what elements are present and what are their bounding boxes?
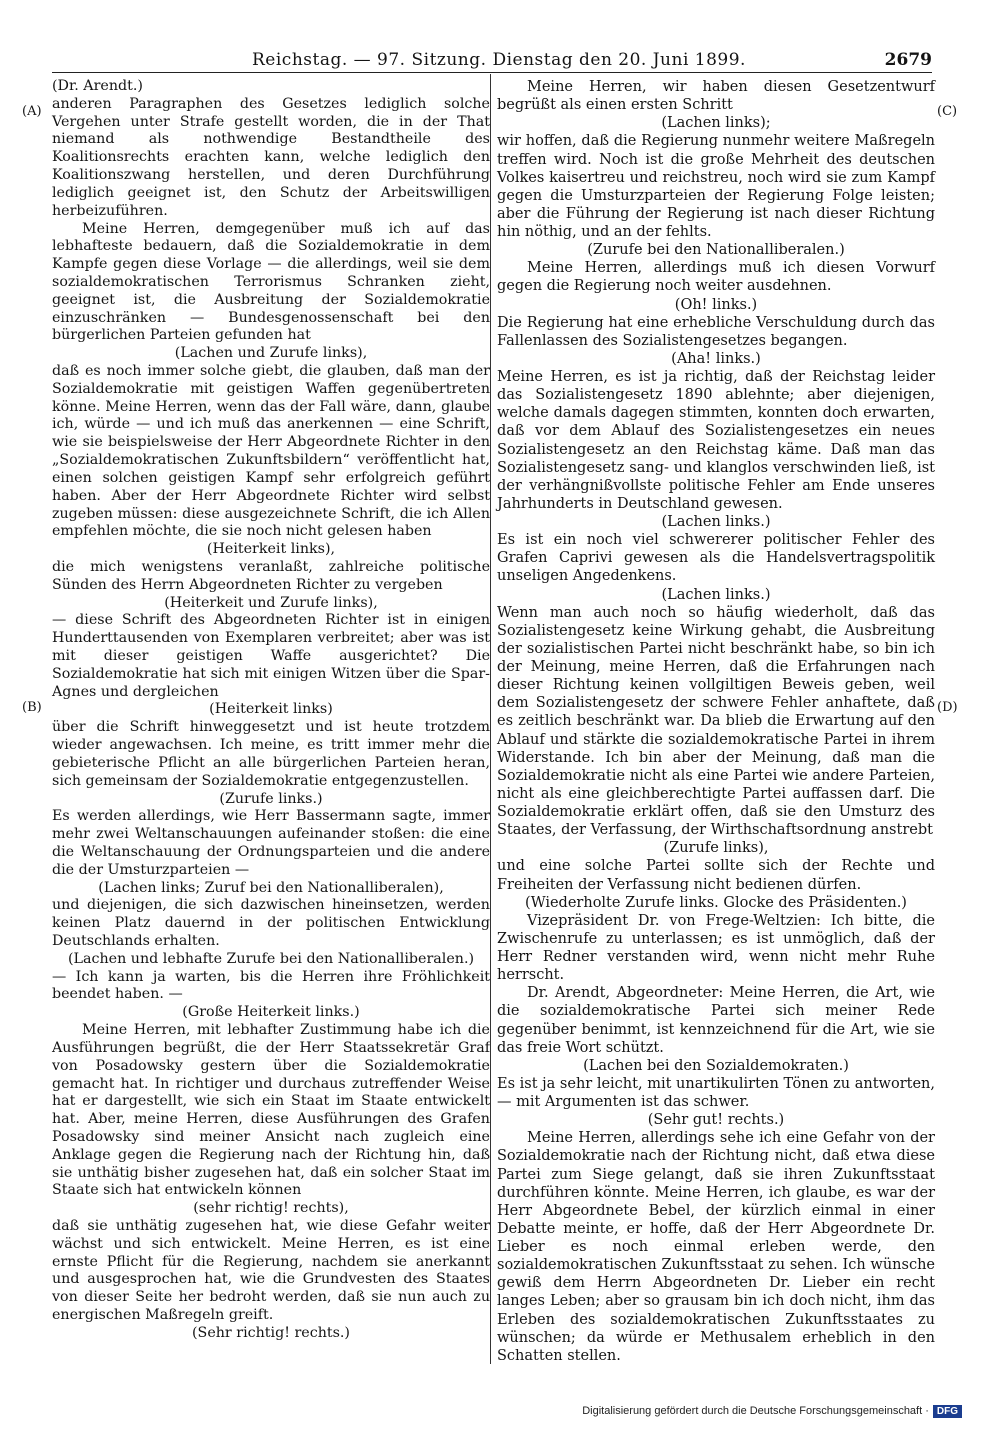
left-column-paragraph: die mich wenigstens veranlaßt, zahlreiche politische Sünden des Herrn Abgeordneten Richter zu vergeben [52,558,490,593]
right-column-paragraph: (Lachen links.) [661,586,771,603]
right-column-paragraph: Es ist ja sehr leicht, mit unartikulirten Tönen zu antworten, — mit Argumenten ist das schwer. [497,1075,935,1110]
margin-marker-b: (B) [22,700,42,715]
left-column-paragraph: über die Schrift hinweggesetzt und ist heute trotzdem wieder angewachsen. Ich meine, es tritt immer mehr die gebieterische Pflicht an alle bürgerlichen Parteien heran, sich gemeinsam der Sozialdemokratie entgegenzustellen. [52,719,490,789]
left-column-paragraph: (Heiterkeit links) [209,701,333,718]
left-column-paragraph: (Heiterkeit links), [206,541,336,558]
left-column-paragraph: Meine Herren, mit lebhafter Zustimmung habe ich die Ausführungen begrüßt, die der Herr Staatssekretär Graf von Posadowsky gestern über die Sozialdemokratie gemacht hat. In richtiger und durchaus zutreffender Weise hat er dargestellt, wie sich ein Staat im Staate entwickelt hat. Aber, meine Herren, diese Ausführungen des Grafen Posadowsky sind meiner Ansicht nach zugleich eine Anklage gegen die Regierung nach der Richtung hin, daß sie unthätig bisher zugesehen hat, daß ein solcher Staat im Staate sich hat entwickeln können [52,1022,490,1199]
left-column-paragraph: Es werden allerdings, wie Herr Bassermann sagte, immer mehr zwei Weltanschauungen aufeinander stoßen: die eine die Weltanschauung der Ordnungsparteien und die andere die der Umsturzparteien — [52,808,490,878]
right-column-paragraph: Die Regierung hat eine erhebliche Verschuldung durch das Fallenlassen des Sozialistengesetzes begangen. [497,314,935,349]
left-column-paragraph: (Lachen und Zurufe links), [174,345,368,362]
right-column-paragraph: (Sehr gut! rechts.) [647,1112,785,1129]
left-column-paragraph: (sehr richtig! rechts), [193,1200,349,1217]
left-column-paragraph: (Sehr richtig! rechts.) [192,1324,350,1341]
left-column-paragraph: (Heiterkeit und Zurufe links), [164,594,378,611]
left-column-paragraph: daß sie unthätig zugesehen hat, wie diese Gefahr weiter wächst und sich entwickelt. Meine Herren, es ist eine ernste Pflicht für die Regierung, nachdem sie anerkannt und ausgesprochen hat, wie die Grundvesten des Staates von dieser Seite her bedroht werden, daß sie nun auch zu energischen Maßregeln greift. [52,1218,490,1324]
left-column-paragraph: (Lachen und lebhafte Zurufe bei den Nationalliberalen.) [67,950,475,967]
margin-marker-a: (A) [22,104,42,119]
right-column-paragraph: (Zurufe bei den Nationalliberalen.) [587,242,845,259]
footer-credit: Digitalisierung gefördert durch die Deutsche Forschungsgemeinschaft · [582,1405,929,1417]
column-divider [490,74,491,1364]
right-column-paragraph: (Wiederholte Zurufe links. Glocke des Präsidenten.) [525,894,907,911]
running-title: Reichstag. — 97. Sitzung. Dienstag den 20. Juni 1899. [252,50,746,70]
right-column-paragraph: (Lachen links); [661,115,771,132]
right-column-paragraph: (Aha! links.) [671,350,761,367]
right-column [497,78,935,1365]
left-column-paragraph: und diejenigen, die sich dazwischen hineinsetzen, werden keinen Platz dauernd in der politischen Entwicklung Deutschlands erhalten. [52,897,490,949]
right-column-paragraph: Meine Herren, allerdings muß ich diesen Vorwurf gegen die Regierung noch weiter ausdehnen. [497,260,935,295]
right-column-paragraph: Wenn man auch noch so häufig wiederholt, daß das Sozialistengesetz keine Wirkung gehabt, die Ausbreitung der sozialistischen Partei nicht beschränkt habe, so bin ich der Meinung, meine Herren, daß die Erfahrungen nach dieser Richtung keinen vollgiltigen Beweis geben, weil dem Sozialistengesetz der schwere Fehler anhaftete, daß es zeitlich beschränkt war. Da blieb die Erwartung auf den Ablauf und stärkte die sozialdemokratische Partei in ihrem Widerstande. Ich bin aber der Meinung, daß man die Sozialdemokratie nicht als eine Partei wie andere Parteien, nicht als eine gleichberechtigte Partei auffassen darf. Die Sozialdemokratie erklärt offen, daß sie den Umsturz des Staates, der Verfassung, der Wirthschaftsordnung anstrebt [497,604,935,839]
page-header [52,44,932,74]
right-column-paragraph: Meine Herren, wir haben diesen Gesetzentwurf begrüßt als einen ersten Schritt [497,79,935,114]
left-column-paragraph: — diese Schrift des Abgeordneten Richter ist in einigen Hunderttausenden von Exemplaren verbreitet; aber was ist mit dieser geistigen Waffe ausgerichtet? Die Sozialdemokratie hat sich mit einigen Witzen über die Spar-Agnes und dergleichen [52,612,490,700]
right-column-paragraph: Meine Herren, allerdings sehe ich eine Gefahr von der Sozialdemokratie nach der Richtung nicht, daß etwa diese Partei zum Siege gelangt, daß sie ihren Zukunftsstaat durchführen könnte. Meine Herren, ich glaube, es war der Herr Abgeordnete Bebel, der kürzlich einmal in einer Debatte meinte, er hoffe, daß der Herr Abgeordnete Dr. Lieber es noch einmal erleben werde, den sozialdemokratischen Zukunftsstaat zu sehen. Ich wünsche gewiß dem Herrn Abgeordneten Dr. Lieber ein recht langes Leben; aber so grausam bin ich doch nicht, ihm das Erleben des sozialdemokratischen Zukunftsstaates zu wünschen; da würde er Methusalem erheblich in den Schatten stellen. [497,1130,935,1364]
left-column-paragraph: anderen Paragraphen des Gesetzes lediglich solche Vergehen unter Strafe gestellt worden, die in der That niemand als nothwendige Bestandtheile des Koalitionsrechts erachten kann, welche lediglich den Koalitionszwang herstellen, und deren Durchführung lediglich geeignet ist, den Schutz der Arbeitswilligen herbeizuführen. [52,95,490,219]
left-column-paragraph: (Dr. Arendt.) [52,78,143,94]
right-column-paragraph: wir hoffen, daß die Regierung nunmehr weitere Maßregeln treffen wird. Noch ist die große Mehrheit des deutschen Volkes kaisertreu und reichstreu, noch wird sie zum Kampf gegen die Umsturzparteien der Regierung Folge leisten; aber die Führung der Regierung ist nach dieser Richtung hin nöthig, und an der fehlts. [497,133,935,240]
left-column-paragraph: Meine Herren, demgegenüber muß ich auf das lebhafteste bedauern, daß die Sozialdemokratie in dem Kampfe gegen diese Vorlage — die allerdings, weil sie dem sozialdemokratischen Terrorismus Schranken zieht, geeignet ist, die Ausbreitung der Sozialdemokratie einzuschränken — Bundesgenossenschaft bei den bürgerlichen Parteien gefunden hat [52,220,490,344]
left-column [52,78,490,1343]
right-column-paragraph: (Lachen links.) [661,514,771,530]
left-column-paragraph: (Große Heiterkeit links.) [182,1004,360,1021]
margin-marker-d: (D) [937,700,958,715]
left-column-paragraph: (Lachen links; Zuruf bei den Nationalliberalen), [98,879,444,896]
left-column-paragraph: (Zurufe links.) [219,790,323,807]
right-column-paragraph: (Lachen bei den Sozialdemokraten.) [583,1057,849,1074]
right-column-paragraph: (Zurufe links), [663,840,769,857]
right-column-paragraph: Es ist ein noch viel schwererer politischer Fehler des Grafen Caprivi gewesen als die Handelsvertragspolitik unseligen Angedenkens. [497,532,935,585]
right-column-paragraph: Dr. Arendt, Abgeordneter: Meine Herren, die Art, wie die sozialdemokratische Partei sich meiner Rede gegenüber benimmt, ist kennzeichnend für die Art, wie sie das freie Wort schützt. [497,985,935,1056]
left-column-paragraph: daß es noch immer solche giebt, die glauben, daß man der Sozialdemokratie mit geistigen Waffen gegenübertreten könne. Meine Herren, wenn das der Fall wäre, dann, glaube ich, würde — und ich muß das anerkennen — eine Schrift, wie sie beispielsweise der Herr Abgeordnete Richter in den „Sozialdemokratischen Zukunftsbildern“ veröffentlicht hat, einen solchen geistigen Kampf sehr erfolgreich geführt haben. Aber der Herr Abgeordnete Richter wird selbst zugeben müssen: diese ausgezeichnete Schrift, die ich Allen empfehlen möchte, die sie noch nicht gelesen haben [52,363,490,540]
header-rule [52,72,932,73]
right-column-paragraph: Vizepräsident Dr. von Frege-Weltzien: Ich bitte, die Zwischenrufe zu unterlassen; es ist unmöglich, daß der Herr Redner verstanden wird, wenn nicht mehr Ruhe herrscht. [497,912,935,984]
page-number: 2679 [884,50,932,70]
right-column-paragraph: (Oh! links.) [674,296,758,313]
right-column-paragraph: und eine solche Partei sollte sich der Rechte und Freiheiten der Verfassung nicht bedienen dürfen. [497,858,935,893]
footer [582,1405,962,1418]
dfg-logo: DFG [933,1405,962,1418]
margin-marker-c: (C) [937,104,958,119]
left-column-paragraph: — Ich kann ja warten, bis die Herren ihre Fröhlichkeit beendet haben. — [52,968,490,1003]
right-column-paragraph: Meine Herren, es ist ja richtig, daß der Reichstag leider das Sozialistengesetz 1890 ablehnte; aber diejenigen, welche damals dagegen stimmten, konnten doch erwarten, daß vor dem Ablauf des Sozialistengesetzes ein neues Sozialistengesetz an den Reichstag käme. Daß man das Sozialistengesetz sang- und klanglos verschwinden ließ, ist der verhängnißvollste politische Fehler am Ende unseres Jahrhunderts in Deutschland gewesen. [497,369,935,512]
